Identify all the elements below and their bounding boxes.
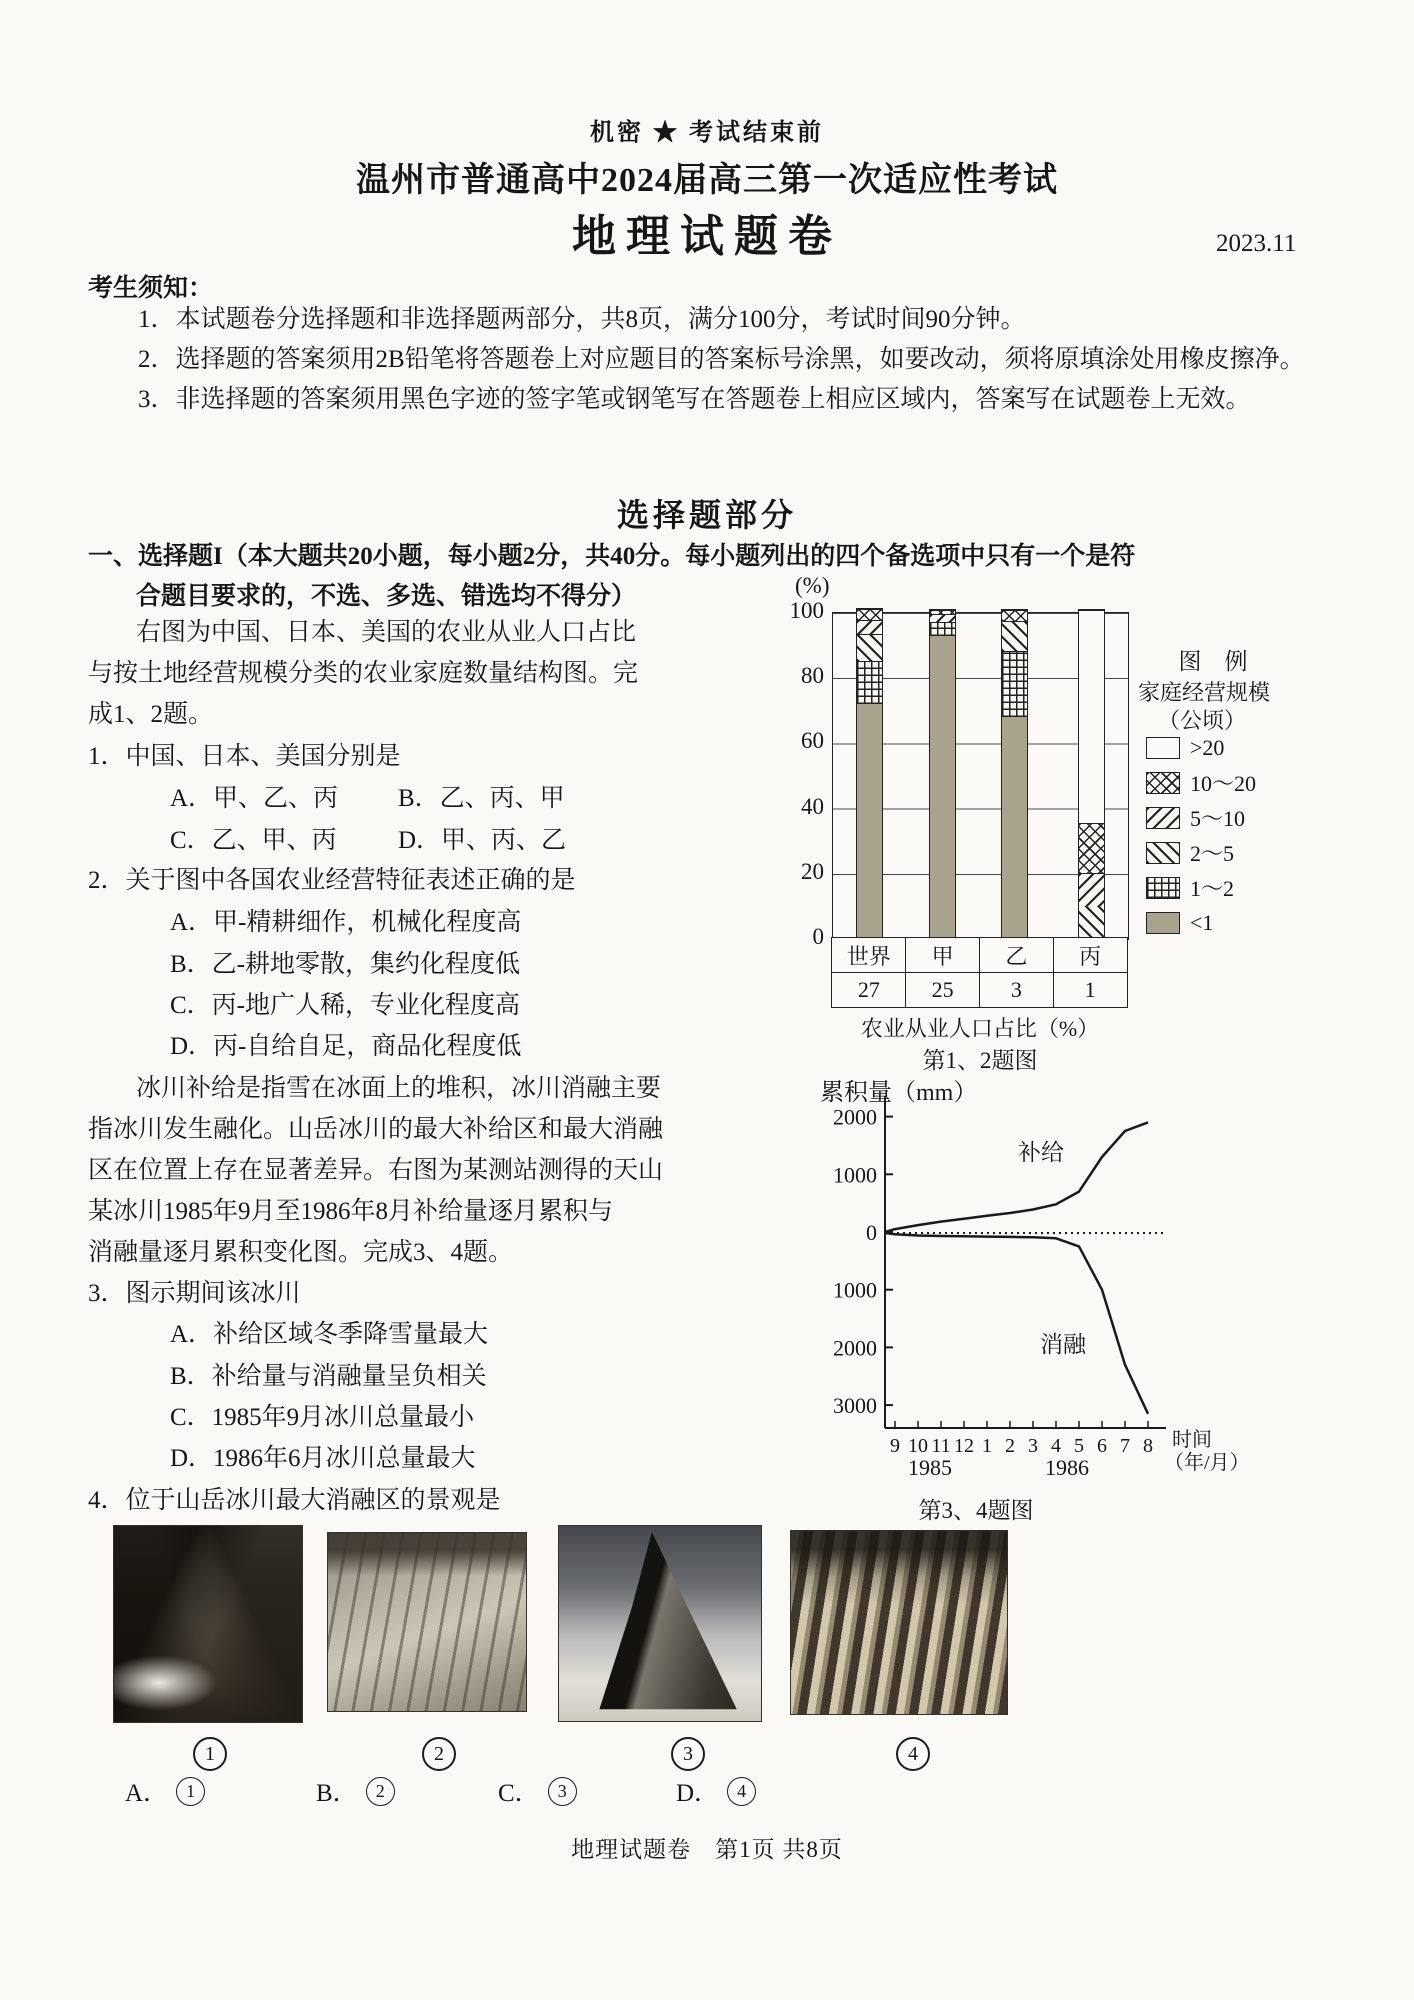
notice-list bbox=[88, 300, 1342, 420]
photo-4-number: 4 bbox=[896, 1737, 930, 1771]
option-4C-letter: C． bbox=[498, 1780, 540, 1807]
photo-3-number: 3 bbox=[671, 1737, 705, 1771]
line-chart-ylabel: 累积量（mm） bbox=[820, 1080, 978, 1106]
q34-intro-line: 某冰川1985年9月至1986年8月补给量逐月累积与 bbox=[88, 1198, 614, 1225]
series-label-supply: 补给 bbox=[1018, 1140, 1064, 1165]
option-1B: B．乙、丙、甲 bbox=[398, 785, 565, 812]
option-3C: C．1985年9月冰川总量最小 bbox=[170, 1404, 475, 1431]
y-tick-label: 3000 bbox=[833, 1393, 877, 1419]
question-3-stem: 3．图示期间该冰川 bbox=[88, 1280, 301, 1307]
legend-item bbox=[1146, 835, 1256, 870]
photo-2 bbox=[327, 1532, 527, 1712]
legend-items bbox=[1146, 730, 1256, 940]
y-tick-label: 2000 bbox=[833, 1104, 877, 1130]
legend-item bbox=[1146, 730, 1256, 765]
table-cell: 3 bbox=[979, 972, 1054, 1008]
legend-title: 图 例 bbox=[1178, 649, 1248, 674]
x-axis-label: （年/月） bbox=[1164, 1452, 1250, 1474]
series-line-消融 bbox=[885, 1233, 1148, 1414]
option-1A: A．甲、乙、丙 bbox=[170, 785, 339, 812]
mountain-peak-art bbox=[559, 1526, 761, 1721]
option-3A: A．补给区域冬季降雪量最大 bbox=[170, 1321, 489, 1348]
q34-intro-line: 冰川补给是指雪在冰面上的堆积，冰川消融主要 bbox=[136, 1075, 662, 1102]
bar-segment-10～20 bbox=[1002, 610, 1027, 621]
year-label: 1986 bbox=[1045, 1455, 1089, 1480]
legend-swatch-icon bbox=[1146, 737, 1180, 759]
legend-swatch-icon bbox=[1146, 772, 1180, 794]
bar-segment-5～10 bbox=[1079, 873, 1104, 907]
table-cell: 25 bbox=[905, 972, 980, 1008]
page-footer: 地理试题卷 第1页 共8页 bbox=[571, 1837, 843, 1862]
table-cell: 27 bbox=[831, 972, 906, 1008]
q12-intro-line: 右图为中国、日本、美国的农业从业人口占比 bbox=[136, 619, 637, 646]
x-tick-label: 12 bbox=[954, 1435, 974, 1457]
circled-2-icon: 2 bbox=[366, 1777, 395, 1806]
notice-item: 3．非选择题的答案须用黑色字迹的签字笔或钢笔写在答题卷上相应区域内，答案写在试题卷上无效。 bbox=[138, 386, 1251, 413]
legend-unit: （公顷） bbox=[1158, 708, 1247, 733]
option-4D bbox=[676, 1773, 756, 1809]
option-4A bbox=[125, 1773, 205, 1809]
x-tick-label: 6 bbox=[1097, 1435, 1107, 1457]
legend-item bbox=[1146, 905, 1256, 940]
option-1C: C．乙、甲、丙 bbox=[170, 827, 337, 854]
section-heading: 选择题部分 bbox=[616, 497, 797, 533]
paper-title: 地理试题卷 bbox=[572, 212, 842, 261]
bar-segment-<1 bbox=[930, 636, 955, 939]
bar-丙 bbox=[1078, 609, 1105, 939]
option-2C: C．丙-地广人稀，专业化程度高 bbox=[170, 992, 521, 1019]
x-axis-label: 时间 bbox=[1172, 1429, 1212, 1451]
bar-segment-2～5 bbox=[1079, 906, 1104, 939]
bar-乙 bbox=[1001, 609, 1028, 939]
bar-chart-ytick: 0 bbox=[812, 924, 824, 949]
bar-chart-ytick: 80 bbox=[801, 663, 824, 689]
notice-item: 1．本试题卷分选择题和非选择题两部分，共8页，满分100分，考试时间90分钟。 bbox=[138, 306, 1026, 333]
x-tick-label: 8 bbox=[1143, 1435, 1153, 1457]
bar-segment-1～2 bbox=[930, 622, 955, 636]
photo-1-number: 1 bbox=[193, 1737, 227, 1771]
bar-segment-5～10 bbox=[930, 614, 955, 622]
photo-4 bbox=[790, 1530, 1008, 1715]
x-tick-label: 7 bbox=[1120, 1435, 1130, 1457]
bar-chart-ylabel: (%) bbox=[795, 573, 830, 598]
option-2A: A．甲-精耕细作，机械化程度高 bbox=[170, 909, 522, 936]
photo-3 bbox=[558, 1525, 762, 1722]
bar-segment-2～5 bbox=[857, 634, 882, 661]
legend-swatch-icon bbox=[1146, 842, 1180, 864]
legend-label: 1～2 bbox=[1190, 876, 1235, 901]
legend-label: >20 bbox=[1190, 734, 1225, 760]
option-3B: B．补给量与消融量呈负相关 bbox=[170, 1363, 487, 1390]
notice-item: 2．选择题的答案须用2B铅笔将答题卷上对应题目的答案标号涂黑，如要改动，须将原填涂处用橡皮擦净。 bbox=[138, 346, 1305, 373]
bar-segment-<1 bbox=[857, 704, 882, 939]
legend-label: 10～20 bbox=[1190, 771, 1257, 796]
bar-segment-1～2 bbox=[1002, 651, 1027, 717]
photo-2-number: 2 bbox=[422, 1737, 456, 1771]
q34-intro-line: 指冰川发生融化。山岳冰川的最大补给区和最大消融 bbox=[88, 1116, 664, 1143]
legend-item bbox=[1146, 765, 1256, 800]
y-tick-label: 1000 bbox=[833, 1277, 877, 1303]
x-tick-label: 10 bbox=[908, 1435, 928, 1457]
bar-segment-2～5 bbox=[1002, 621, 1027, 651]
bar-chart-ytick: 20 bbox=[801, 858, 824, 884]
section-intro-line1: 一、选择题I（本大题共20小题，每小题2分，共40分。每小题列出的四个备选项中只有一个是符 bbox=[88, 543, 1136, 570]
year-label: 1985 bbox=[908, 1455, 952, 1480]
circled-1-icon: 1 bbox=[176, 1777, 205, 1806]
bar-segment->20 bbox=[1079, 610, 1104, 823]
option-4B bbox=[316, 1773, 395, 1809]
legend-subtitle: 家庭经营规模 bbox=[1138, 680, 1271, 705]
legend-swatch-icon bbox=[1146, 912, 1180, 934]
line-chart bbox=[826, 1066, 1306, 1516]
option-1D: D．甲、丙、乙 bbox=[398, 827, 567, 854]
question-2-stem: 2．关于图中各国农业经营特征表述正确的是 bbox=[88, 867, 576, 894]
question-4-stem: 4．位于山岳冰川最大消融区的景观是 bbox=[88, 1487, 501, 1514]
pop-table bbox=[832, 938, 1127, 1008]
notice-heading: 考生须知： bbox=[88, 275, 214, 302]
bar-chart-table-caption: 农业从业人口占比（%） bbox=[860, 1016, 1100, 1041]
legend-label: 5～10 bbox=[1190, 806, 1246, 831]
option-4B-letter: B． bbox=[316, 1780, 358, 1807]
photo-1 bbox=[113, 1525, 303, 1723]
q12-intro-line: 成1、2题。 bbox=[88, 701, 214, 728]
table-cell: 世界 bbox=[831, 937, 906, 973]
option-3D: D．1986年6月冰川总量最大 bbox=[170, 1445, 476, 1472]
q12-intro-line: 与按土地经营规模分类的农业家庭数量结构图。完 bbox=[88, 660, 639, 687]
section-intro-line2: 合题目要求的，不选、多选、错选均不得分） bbox=[136, 583, 637, 610]
bar-segment-5～10 bbox=[857, 620, 882, 634]
option-2B: B．乙-耕地零散，集约化程度低 bbox=[170, 951, 521, 978]
x-tick-label: 11 bbox=[931, 1435, 951, 1457]
exam-title: 温州市普通高中2024届高三第一次适应性考试 bbox=[356, 162, 1058, 199]
q34-intro-line: 消融量逐月累积变化图。完成3、4题。 bbox=[88, 1239, 514, 1266]
x-tick-label: 4 bbox=[1051, 1435, 1061, 1457]
legend-label: <1 bbox=[1190, 909, 1214, 935]
y-tick-label: 1000 bbox=[833, 1162, 877, 1188]
x-tick-label: 2 bbox=[1005, 1435, 1015, 1457]
bar-segment-1～2 bbox=[857, 661, 882, 704]
line-chart-caption: 第3、4题图 bbox=[918, 1498, 1034, 1523]
bar-世界 bbox=[856, 608, 883, 939]
circled-3-icon: 3 bbox=[548, 1777, 577, 1806]
x-tick-label: 5 bbox=[1074, 1435, 1084, 1457]
exam-date: 2023.11 bbox=[1216, 230, 1297, 257]
option-4A-letter: A． bbox=[125, 1780, 169, 1807]
y-tick-label: 0 bbox=[866, 1220, 877, 1245]
option-2D: D．丙-自给自足，商品化程度低 bbox=[170, 1033, 522, 1060]
bar-chart-ytick: 100 bbox=[789, 598, 824, 623]
x-tick-label: 9 bbox=[890, 1435, 900, 1457]
bar-chart-yticks bbox=[768, 598, 824, 949]
option-4C bbox=[498, 1773, 577, 1809]
series-label-melt: 消融 bbox=[1040, 1332, 1086, 1357]
bar-chart-ytick: 40 bbox=[801, 793, 824, 819]
confidential-banner: 机密 ★ 考试结束前 bbox=[590, 120, 824, 146]
x-tick-label: 1 bbox=[982, 1435, 992, 1457]
table-cell: 丙 bbox=[1053, 937, 1128, 973]
legend-swatch-icon bbox=[1146, 877, 1180, 899]
legend-label: 2～5 bbox=[1190, 841, 1235, 866]
table-cell: 乙 bbox=[979, 937, 1054, 973]
bar-segment-<1 bbox=[1002, 717, 1027, 939]
bar-chart-plot bbox=[832, 612, 1129, 940]
table-cell: 1 bbox=[1053, 972, 1128, 1008]
bar-甲 bbox=[929, 609, 956, 939]
y-tick-label: 2000 bbox=[833, 1335, 877, 1361]
q34-intro-line: 区在位置上存在显著差异。右图为某测站测得的天山 bbox=[88, 1157, 664, 1184]
option-4D-letter: D． bbox=[676, 1780, 720, 1807]
bar-segment-10～20 bbox=[857, 609, 882, 620]
bar-chart-caption: 第1、2题图 bbox=[922, 1048, 1038, 1073]
bar-chart-ytick: 60 bbox=[801, 728, 824, 754]
table-cell: 甲 bbox=[905, 937, 980, 973]
circled-4-icon: 4 bbox=[727, 1777, 756, 1806]
series-line-补给 bbox=[885, 1122, 1148, 1232]
x-tick-label: 3 bbox=[1028, 1435, 1038, 1457]
legend-swatch-icon bbox=[1146, 807, 1180, 829]
legend-item bbox=[1146, 800, 1256, 835]
bar-segment-10～20 bbox=[1079, 823, 1104, 873]
legend-item bbox=[1146, 870, 1256, 905]
question-1-stem: 1．中国、日本、美国分别是 bbox=[88, 743, 401, 770]
